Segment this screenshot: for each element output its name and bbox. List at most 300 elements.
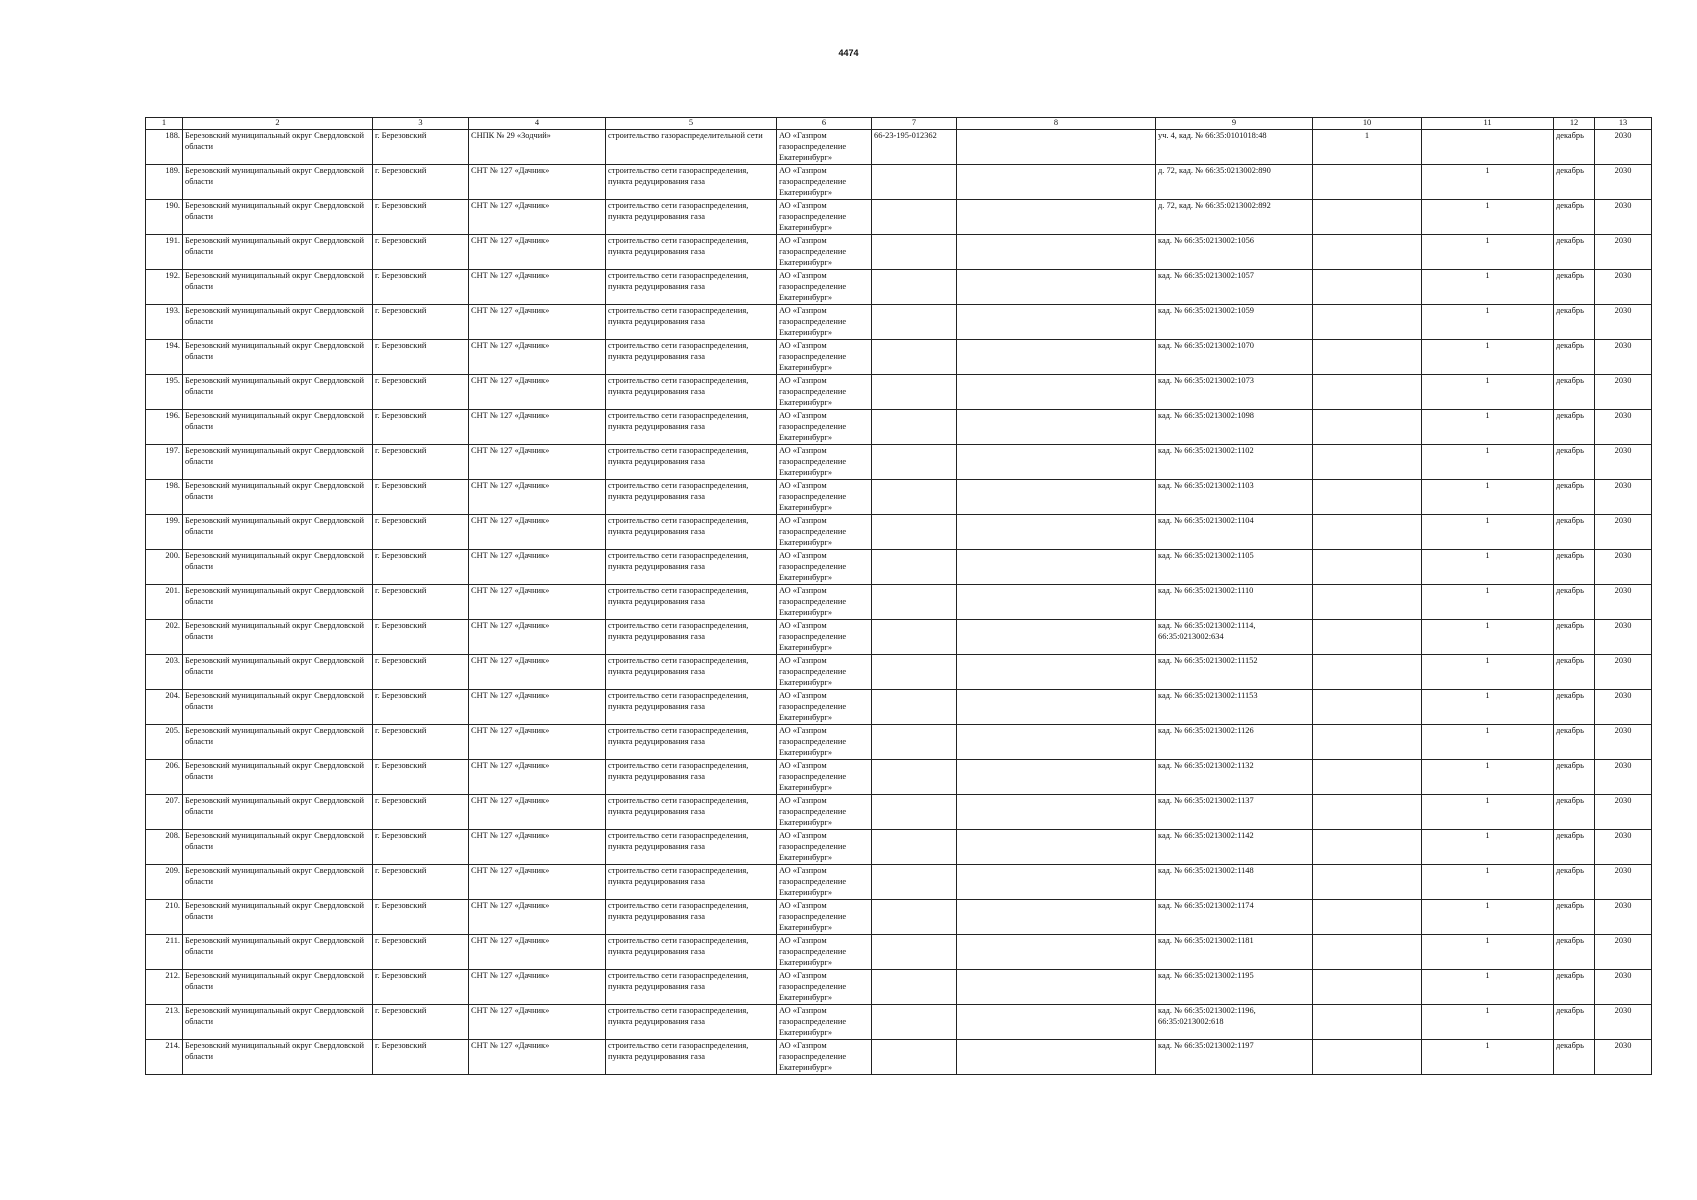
organization-cell: СНТ № 127 «Дачник» bbox=[469, 1005, 606, 1040]
column11-cell: 1 bbox=[1422, 1040, 1554, 1075]
column11-cell: 1 bbox=[1422, 165, 1554, 200]
row-number: 205. bbox=[146, 725, 183, 760]
parcel-cell: уч. 4, кад. № 66:35:0101018:48 bbox=[1156, 130, 1313, 165]
district-cell: Березовский муниципальный округ Свердловской области bbox=[183, 200, 373, 235]
column-header-11: 11 bbox=[1422, 118, 1554, 130]
column11-cell: 1 bbox=[1422, 235, 1554, 270]
permit-cell bbox=[872, 200, 957, 235]
permit-cell bbox=[872, 480, 957, 515]
month-cell: декабрь bbox=[1554, 515, 1595, 550]
district-cell: Березовский муниципальный округ Свердловской области bbox=[183, 795, 373, 830]
month-cell: декабрь bbox=[1554, 1040, 1595, 1075]
district-cell: Березовский муниципальный округ Свердловской области bbox=[183, 445, 373, 480]
column11-cell: 1 bbox=[1422, 865, 1554, 900]
column8-cell bbox=[957, 340, 1156, 375]
column8-cell bbox=[957, 515, 1156, 550]
table-row bbox=[146, 130, 1652, 165]
district-cell: Березовский муниципальный округ Свердловской области bbox=[183, 830, 373, 865]
organization-cell: СНТ № 127 «Дачник» bbox=[469, 235, 606, 270]
month-cell: декабрь bbox=[1554, 830, 1595, 865]
operator-cell: АО «Газпром газораспределение Екатеринбург» bbox=[777, 550, 872, 585]
city-cell: г. Березовский bbox=[373, 1040, 469, 1075]
operator-cell: АО «Газпром газораспределение Екатеринбург» bbox=[777, 655, 872, 690]
column8-cell bbox=[957, 130, 1156, 165]
month-cell: декабрь bbox=[1554, 690, 1595, 725]
table-row bbox=[146, 375, 1652, 410]
table-row bbox=[146, 795, 1652, 830]
column8-cell bbox=[957, 620, 1156, 655]
column11-cell: 1 bbox=[1422, 655, 1554, 690]
operator-cell: АО «Газпром газораспределение Екатеринбург» bbox=[777, 585, 872, 620]
organization-cell: СНТ № 127 «Дачник» bbox=[469, 690, 606, 725]
table-row bbox=[146, 935, 1652, 970]
row-number: 199. bbox=[146, 515, 183, 550]
organization-cell: СНПК № 29 «Зодчий» bbox=[469, 130, 606, 165]
year-cell: 2030 bbox=[1595, 1040, 1652, 1075]
work-description-cell: строительство сети газораспределения, пункта редуцирования газа bbox=[606, 760, 777, 795]
parcel-cell: кад. № 66:35:0213002:11153 bbox=[1156, 690, 1313, 725]
year-cell: 2030 bbox=[1595, 270, 1652, 305]
operator-cell: АО «Газпром газораспределение Екатеринбург» bbox=[777, 410, 872, 445]
month-cell: декабрь bbox=[1554, 970, 1595, 1005]
work-description-cell: строительство сети газораспределения, пункта редуцирования газа bbox=[606, 445, 777, 480]
operator-cell: АО «Газпром газораспределение Екатеринбург» bbox=[777, 200, 872, 235]
column8-cell bbox=[957, 165, 1156, 200]
month-cell: декабрь bbox=[1554, 165, 1595, 200]
organization-cell: СНТ № 127 «Дачник» bbox=[469, 620, 606, 655]
operator-cell: АО «Газпром газораспределение Екатеринбург» bbox=[777, 445, 872, 480]
year-cell: 2030 bbox=[1595, 725, 1652, 760]
operator-cell: АО «Газпром газораспределение Екатеринбург» bbox=[777, 865, 872, 900]
work-description-cell: строительство сети газораспределения, пункта редуцирования газа bbox=[606, 270, 777, 305]
work-description-cell: строительство сети газораспределения, пункта редуцирования газа bbox=[606, 235, 777, 270]
operator-cell: АО «Газпром газораспределение Екатеринбург» bbox=[777, 900, 872, 935]
table-row bbox=[146, 655, 1652, 690]
column8-cell bbox=[957, 270, 1156, 305]
city-cell: г. Березовский bbox=[373, 865, 469, 900]
permit-cell bbox=[872, 585, 957, 620]
district-cell: Березовский муниципальный округ Свердловской области bbox=[183, 375, 373, 410]
organization-cell: СНТ № 127 «Дачник» bbox=[469, 865, 606, 900]
district-cell: Березовский муниципальный округ Свердловской области bbox=[183, 340, 373, 375]
city-cell: г. Березовский bbox=[373, 305, 469, 340]
operator-cell: АО «Газпром газораспределение Екатеринбург» bbox=[777, 165, 872, 200]
year-cell: 2030 bbox=[1595, 795, 1652, 830]
year-cell: 2030 bbox=[1595, 445, 1652, 480]
city-cell: г. Березовский bbox=[373, 235, 469, 270]
column-number-row bbox=[146, 118, 1652, 130]
parcel-cell: кад. № 66:35:0213002:1132 bbox=[1156, 760, 1313, 795]
table-row bbox=[146, 585, 1652, 620]
column8-cell bbox=[957, 830, 1156, 865]
city-cell: г. Березовский bbox=[373, 655, 469, 690]
city-cell: г. Березовский bbox=[373, 585, 469, 620]
city-cell: г. Березовский bbox=[373, 970, 469, 1005]
organization-cell: СНТ № 127 «Дачник» bbox=[469, 1040, 606, 1075]
data-table bbox=[145, 117, 1652, 1075]
month-cell: декабрь bbox=[1554, 480, 1595, 515]
permit-cell bbox=[872, 235, 957, 270]
parcel-cell: кад. № 66:35:0213002:1056 bbox=[1156, 235, 1313, 270]
column8-cell bbox=[957, 725, 1156, 760]
work-description-cell: строительство сети газораспределения, пункта редуцирования газа bbox=[606, 865, 777, 900]
row-number: 188. bbox=[146, 130, 183, 165]
operator-cell: АО «Газпром газораспределение Екатеринбург» bbox=[777, 935, 872, 970]
column10-cell bbox=[1313, 1040, 1422, 1075]
row-number: 207. bbox=[146, 795, 183, 830]
year-cell: 2030 bbox=[1595, 480, 1652, 515]
column8-cell bbox=[957, 655, 1156, 690]
table-body bbox=[146, 130, 1652, 1075]
district-cell: Березовский муниципальный округ Свердловской области bbox=[183, 935, 373, 970]
column11-cell: 1 bbox=[1422, 550, 1554, 585]
city-cell: г. Березовский bbox=[373, 725, 469, 760]
work-description-cell: строительство сети газораспределения, пункта редуцирования газа bbox=[606, 970, 777, 1005]
column11-cell: 1 bbox=[1422, 305, 1554, 340]
operator-cell: АО «Газпром газораспределение Екатеринбург» bbox=[777, 830, 872, 865]
row-number: 203. bbox=[146, 655, 183, 690]
permit-cell bbox=[872, 515, 957, 550]
column11-cell: 1 bbox=[1422, 690, 1554, 725]
organization-cell: СНТ № 127 «Дачник» bbox=[469, 200, 606, 235]
work-description-cell: строительство сети газораспределения, пункта редуцирования газа bbox=[606, 795, 777, 830]
parcel-cell: кад. № 66:35:0213002:1073 bbox=[1156, 375, 1313, 410]
table-row bbox=[146, 200, 1652, 235]
month-cell: декабрь bbox=[1554, 725, 1595, 760]
column8-cell bbox=[957, 200, 1156, 235]
parcel-cell: кад. № 66:35:0213002:1057 bbox=[1156, 270, 1313, 305]
column10-cell bbox=[1313, 830, 1422, 865]
year-cell: 2030 bbox=[1595, 760, 1652, 795]
column8-cell bbox=[957, 1005, 1156, 1040]
parcel-cell: кад. № 66:35:0213002:1142 bbox=[1156, 830, 1313, 865]
organization-cell: СНТ № 127 «Дачник» bbox=[469, 375, 606, 410]
organization-cell: СНТ № 127 «Дачник» bbox=[469, 585, 606, 620]
city-cell: г. Березовский bbox=[373, 620, 469, 655]
parcel-cell: кад. № 66:35:0213002:1197 bbox=[1156, 1040, 1313, 1075]
year-cell: 2030 bbox=[1595, 620, 1652, 655]
column-header-2: 2 bbox=[183, 118, 373, 130]
row-number: 202. bbox=[146, 620, 183, 655]
row-number: 208. bbox=[146, 830, 183, 865]
city-cell: г. Березовский bbox=[373, 130, 469, 165]
district-cell: Березовский муниципальный округ Свердловской области bbox=[183, 270, 373, 305]
parcel-cell: кад. № 66:35:0213002:11152 bbox=[1156, 655, 1313, 690]
city-cell: г. Березовский bbox=[373, 830, 469, 865]
work-description-cell: строительство сети газораспределения, пункта редуцирования газа bbox=[606, 655, 777, 690]
city-cell: г. Березовский bbox=[373, 340, 469, 375]
row-number: 211. bbox=[146, 935, 183, 970]
permit-cell bbox=[872, 900, 957, 935]
year-cell: 2030 bbox=[1595, 830, 1652, 865]
city-cell: г. Березовский bbox=[373, 410, 469, 445]
district-cell: Березовский муниципальный округ Свердловской области bbox=[183, 1005, 373, 1040]
operator-cell: АО «Газпром газораспределение Екатеринбург» bbox=[777, 375, 872, 410]
year-cell: 2030 bbox=[1595, 165, 1652, 200]
year-cell: 2030 bbox=[1595, 410, 1652, 445]
month-cell: декабрь bbox=[1554, 795, 1595, 830]
column10-cell bbox=[1313, 165, 1422, 200]
column8-cell bbox=[957, 935, 1156, 970]
parcel-cell: кад. № 66:35:0213002:1110 bbox=[1156, 585, 1313, 620]
column8-cell bbox=[957, 970, 1156, 1005]
column10-cell bbox=[1313, 620, 1422, 655]
district-cell: Березовский муниципальный округ Свердловской области bbox=[183, 900, 373, 935]
table-row bbox=[146, 340, 1652, 375]
column-header-8: 8 bbox=[957, 118, 1156, 130]
operator-cell: АО «Газпром газораспределение Екатеринбург» bbox=[777, 305, 872, 340]
table-row bbox=[146, 865, 1652, 900]
city-cell: г. Березовский bbox=[373, 1005, 469, 1040]
year-cell: 2030 bbox=[1595, 585, 1652, 620]
year-cell: 2030 bbox=[1595, 935, 1652, 970]
parcel-cell: кад. № 66:35:0213002:1137 bbox=[1156, 795, 1313, 830]
column8-cell bbox=[957, 760, 1156, 795]
permit-cell bbox=[872, 270, 957, 305]
column10-cell bbox=[1313, 515, 1422, 550]
district-cell: Березовский муниципальный округ Свердловской области bbox=[183, 970, 373, 1005]
permit-cell bbox=[872, 725, 957, 760]
column8-cell bbox=[957, 865, 1156, 900]
permit-cell bbox=[872, 1040, 957, 1075]
organization-cell: СНТ № 127 «Дачник» bbox=[469, 725, 606, 760]
organization-cell: СНТ № 127 «Дачник» bbox=[469, 515, 606, 550]
year-cell: 2030 bbox=[1595, 375, 1652, 410]
table-row bbox=[146, 515, 1652, 550]
permit-cell: 66-23-195-012362 bbox=[872, 130, 957, 165]
district-cell: Березовский муниципальный округ Свердловской области bbox=[183, 410, 373, 445]
row-number: 189. bbox=[146, 165, 183, 200]
column11-cell: 1 bbox=[1422, 445, 1554, 480]
table-row bbox=[146, 1040, 1652, 1075]
work-description-cell: строительство сети газораспределения, пункта редуцирования газа bbox=[606, 410, 777, 445]
month-cell: декабрь bbox=[1554, 585, 1595, 620]
permit-cell bbox=[872, 760, 957, 795]
column8-cell bbox=[957, 480, 1156, 515]
column11-cell: 1 bbox=[1422, 725, 1554, 760]
row-number: 190. bbox=[146, 200, 183, 235]
row-number: 192. bbox=[146, 270, 183, 305]
parcel-cell: кад. № 66:35:0213002:1059 bbox=[1156, 305, 1313, 340]
city-cell: г. Березовский bbox=[373, 550, 469, 585]
column-header-6: 6 bbox=[777, 118, 872, 130]
column11-cell: 1 bbox=[1422, 795, 1554, 830]
organization-cell: СНТ № 127 «Дачник» bbox=[469, 445, 606, 480]
permit-cell bbox=[872, 935, 957, 970]
permit-cell bbox=[872, 1005, 957, 1040]
row-number: 191. bbox=[146, 235, 183, 270]
operator-cell: АО «Газпром газораспределение Екатеринбург» bbox=[777, 515, 872, 550]
parcel-cell: кад. № 66:35:0213002:1196, 66:35:0213002:618 bbox=[1156, 1005, 1313, 1040]
parcel-cell: кад. № 66:35:0213002:1195 bbox=[1156, 970, 1313, 1005]
city-cell: г. Березовский bbox=[373, 900, 469, 935]
column-header-4: 4 bbox=[469, 118, 606, 130]
city-cell: г. Березовский bbox=[373, 200, 469, 235]
city-cell: г. Березовский bbox=[373, 165, 469, 200]
column10-cell bbox=[1313, 795, 1422, 830]
work-description-cell: строительство сети газораспределения, пункта редуцирования газа bbox=[606, 900, 777, 935]
operator-cell: АО «Газпром газораспределение Екатеринбург» bbox=[777, 760, 872, 795]
year-cell: 2030 bbox=[1595, 340, 1652, 375]
column-header-9: 9 bbox=[1156, 118, 1313, 130]
month-cell: декабрь bbox=[1554, 865, 1595, 900]
parcel-cell: кад. № 66:35:0213002:1181 bbox=[1156, 935, 1313, 970]
column8-cell bbox=[957, 585, 1156, 620]
city-cell: г. Березовский bbox=[373, 935, 469, 970]
column11-cell: 1 bbox=[1422, 585, 1554, 620]
work-description-cell: строительство сети газораспределения, пункта редуцирования газа bbox=[606, 340, 777, 375]
column-header-1: 1 bbox=[146, 118, 183, 130]
district-cell: Березовский муниципальный округ Свердловской области bbox=[183, 1040, 373, 1075]
organization-cell: СНТ № 127 «Дачник» bbox=[469, 935, 606, 970]
year-cell: 2030 bbox=[1595, 130, 1652, 165]
organization-cell: СНТ № 127 «Дачник» bbox=[469, 340, 606, 375]
year-cell: 2030 bbox=[1595, 900, 1652, 935]
work-description-cell: строительство сети газораспределения, пункта редуцирования газа bbox=[606, 305, 777, 340]
district-cell: Березовский муниципальный округ Свердловской области bbox=[183, 690, 373, 725]
column10-cell bbox=[1313, 410, 1422, 445]
work-description-cell: строительство газораспределительной сети bbox=[606, 130, 777, 165]
organization-cell: СНТ № 127 «Дачник» bbox=[469, 410, 606, 445]
column8-cell bbox=[957, 235, 1156, 270]
work-description-cell: строительство сети газораспределения, пункта редуцирования газа bbox=[606, 165, 777, 200]
column11-cell: 1 bbox=[1422, 410, 1554, 445]
parcel-cell: д. 72, кад. № 66:35:0213002:890 bbox=[1156, 165, 1313, 200]
permit-cell bbox=[872, 410, 957, 445]
parcel-cell: кад. № 66:35:0213002:1174 bbox=[1156, 900, 1313, 935]
column11-cell: 1 bbox=[1422, 970, 1554, 1005]
month-cell: декабрь bbox=[1554, 235, 1595, 270]
district-cell: Березовский муниципальный округ Свердловской области bbox=[183, 585, 373, 620]
table-row bbox=[146, 725, 1652, 760]
column8-cell bbox=[957, 445, 1156, 480]
operator-cell: АО «Газпром газораспределение Екатеринбург» bbox=[777, 270, 872, 305]
operator-cell: АО «Газпром газораспределение Екатеринбург» bbox=[777, 795, 872, 830]
year-cell: 2030 bbox=[1595, 515, 1652, 550]
column11-cell: 1 bbox=[1422, 340, 1554, 375]
year-cell: 2030 bbox=[1595, 235, 1652, 270]
column8-cell bbox=[957, 550, 1156, 585]
month-cell: декабрь bbox=[1554, 550, 1595, 585]
organization-cell: СНТ № 127 «Дачник» bbox=[469, 655, 606, 690]
row-number: 196. bbox=[146, 410, 183, 445]
permit-cell bbox=[872, 550, 957, 585]
column10-cell bbox=[1313, 305, 1422, 340]
row-number: 193. bbox=[146, 305, 183, 340]
column10-cell bbox=[1313, 270, 1422, 305]
permit-cell bbox=[872, 970, 957, 1005]
work-description-cell: строительство сети газораспределения, пункта редуцирования газа bbox=[606, 550, 777, 585]
organization-cell: СНТ № 127 «Дачник» bbox=[469, 900, 606, 935]
work-description-cell: строительство сети газораспределения, пункта редуцирования газа bbox=[606, 1040, 777, 1075]
district-cell: Березовский муниципальный округ Свердловской области bbox=[183, 480, 373, 515]
district-cell: Березовский муниципальный округ Свердловской области bbox=[183, 550, 373, 585]
month-cell: декабрь bbox=[1554, 375, 1595, 410]
column10-cell bbox=[1313, 375, 1422, 410]
column10-cell bbox=[1313, 970, 1422, 1005]
column11-cell: 1 bbox=[1422, 375, 1554, 410]
table-row bbox=[146, 830, 1652, 865]
table-row bbox=[146, 410, 1652, 445]
column10-cell bbox=[1313, 655, 1422, 690]
column10-cell bbox=[1313, 480, 1422, 515]
work-description-cell: строительство сети газораспределения, пункта редуцирования газа bbox=[606, 1005, 777, 1040]
month-cell: декабрь bbox=[1554, 410, 1595, 445]
work-description-cell: строительство сети газораспределения, пункта редуцирования газа bbox=[606, 690, 777, 725]
row-number: 206. bbox=[146, 760, 183, 795]
row-number: 200. bbox=[146, 550, 183, 585]
permit-cell bbox=[872, 620, 957, 655]
district-cell: Березовский муниципальный округ Свердловской области bbox=[183, 760, 373, 795]
column8-cell bbox=[957, 900, 1156, 935]
column11-cell: 1 bbox=[1422, 515, 1554, 550]
year-cell: 2030 bbox=[1595, 690, 1652, 725]
column10-cell bbox=[1313, 585, 1422, 620]
column11-cell: 1 bbox=[1422, 760, 1554, 795]
operator-cell: АО «Газпром газораспределение Екатеринбург» bbox=[777, 480, 872, 515]
column10-cell bbox=[1313, 725, 1422, 760]
parcel-cell: кад. № 66:35:0213002:1126 bbox=[1156, 725, 1313, 760]
column10-cell bbox=[1313, 200, 1422, 235]
parcel-cell: кад. № 66:35:0213002:1105 bbox=[1156, 550, 1313, 585]
year-cell: 2030 bbox=[1595, 865, 1652, 900]
year-cell: 2030 bbox=[1595, 1005, 1652, 1040]
row-number: 209. bbox=[146, 865, 183, 900]
column10-cell bbox=[1313, 235, 1422, 270]
month-cell: декабрь bbox=[1554, 760, 1595, 795]
row-number: 194. bbox=[146, 340, 183, 375]
parcel-cell: кад. № 66:35:0213002:1114, 66:35:0213002:634 bbox=[1156, 620, 1313, 655]
district-cell: Березовский муниципальный округ Свердловской области bbox=[183, 725, 373, 760]
column10-cell bbox=[1313, 550, 1422, 585]
column11-cell: 1 bbox=[1422, 830, 1554, 865]
permit-cell bbox=[872, 165, 957, 200]
work-description-cell: строительство сети газораспределения, пункта редуцирования газа bbox=[606, 515, 777, 550]
table-row bbox=[146, 165, 1652, 200]
operator-cell: АО «Газпром газораспределение Екатеринбург» bbox=[777, 620, 872, 655]
row-number: 198. bbox=[146, 480, 183, 515]
column10-cell bbox=[1313, 690, 1422, 725]
operator-cell: АО «Газпром газораспределение Екатеринбург» bbox=[777, 1040, 872, 1075]
district-cell: Березовский муниципальный округ Свердловской области bbox=[183, 620, 373, 655]
district-cell: Березовский муниципальный округ Свердловской области bbox=[183, 655, 373, 690]
month-cell: декабрь bbox=[1554, 935, 1595, 970]
organization-cell: СНТ № 127 «Дачник» bbox=[469, 480, 606, 515]
district-cell: Березовский муниципальный округ Свердловской области bbox=[183, 165, 373, 200]
column11-cell: 1 bbox=[1422, 1005, 1554, 1040]
permit-cell bbox=[872, 830, 957, 865]
column10-cell bbox=[1313, 760, 1422, 795]
district-cell: Березовский муниципальный округ Свердловской области bbox=[183, 130, 373, 165]
city-cell: г. Березовский bbox=[373, 480, 469, 515]
work-description-cell: строительство сети газораспределения, пункта редуцирования газа bbox=[606, 935, 777, 970]
page-number: 4474 bbox=[838, 48, 859, 58]
organization-cell: СНТ № 127 «Дачник» bbox=[469, 165, 606, 200]
column10-cell bbox=[1313, 1005, 1422, 1040]
work-description-cell: строительство сети газораспределения, пункта редуцирования газа bbox=[606, 585, 777, 620]
column10-cell bbox=[1313, 340, 1422, 375]
parcel-cell: кад. № 66:35:0213002:1098 bbox=[1156, 410, 1313, 445]
column-header-13: 13 bbox=[1595, 118, 1652, 130]
operator-cell: АО «Газпром газораспределение Екатеринбург» bbox=[777, 725, 872, 760]
work-description-cell: строительство сети газораспределения, пункта редуцирования газа bbox=[606, 200, 777, 235]
month-cell: декабрь bbox=[1554, 445, 1595, 480]
organization-cell: СНТ № 127 «Дачник» bbox=[469, 795, 606, 830]
organization-cell: СНТ № 127 «Дачник» bbox=[469, 270, 606, 305]
column8-cell bbox=[957, 690, 1156, 725]
row-number: 214. bbox=[146, 1040, 183, 1075]
month-cell: декабрь bbox=[1554, 270, 1595, 305]
